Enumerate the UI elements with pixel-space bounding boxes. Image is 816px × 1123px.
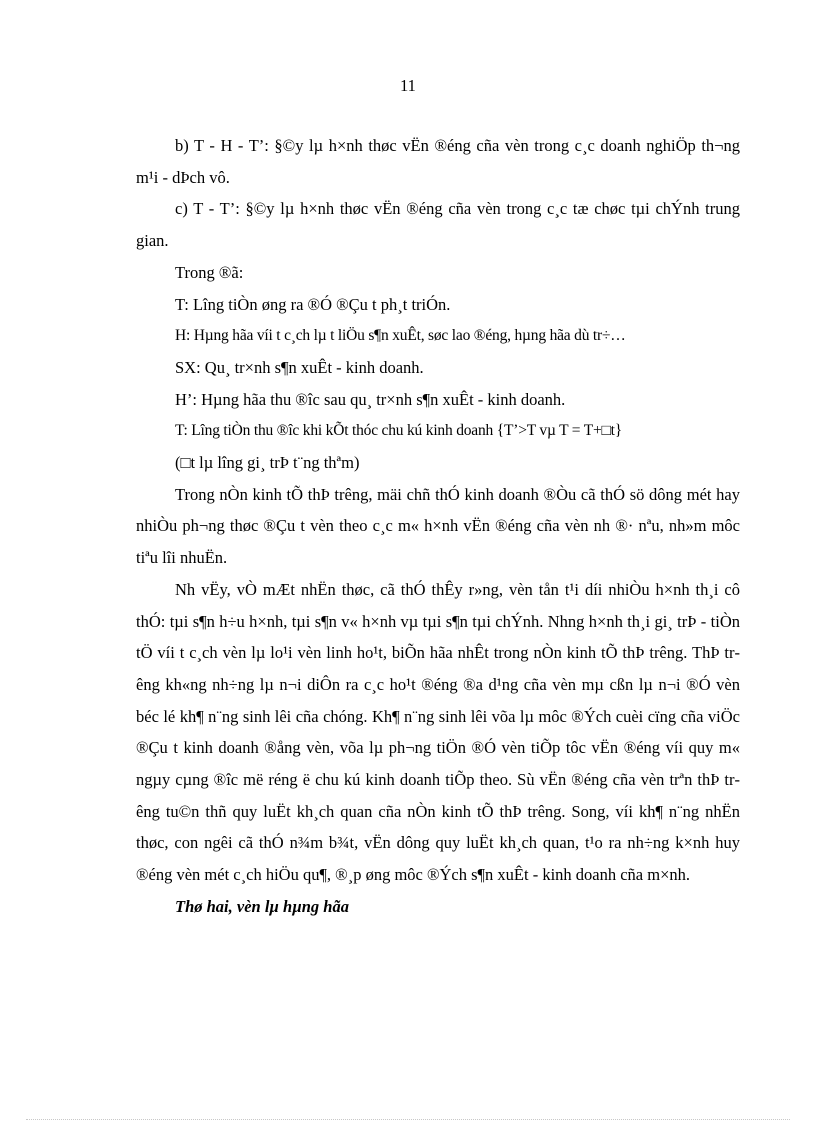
paragraph-tht-model: b) T - H - T’: §©y lµ h×nh thøc vËn ®éng cña vèn trong c¸c doanh nghiÖp th¬ng m¹i - dÞch vô. bbox=[136, 136, 740, 187]
body-text bbox=[136, 130, 740, 923]
section-heading-second: Thø hai, vèn lµ hµng hãa bbox=[175, 896, 349, 916]
paragraph-market-economy: Trong nÒn kinh tÕ thÞ trêng, mäi chñ thÓ kinh doanh ®Òu cã thÓ sö dông mét hay nhiÒu ph¬ng thøc ®Çu t vèn theo c¸c m« h×nh vËn ®éng cña vèn nh ®· nªu, nh»m môc tiªu lîi nhuËn. bbox=[136, 484, 740, 568]
paragraph-tt-model: c) T - T’: §©y lµ h×nh thøc vËn ®éng cña vèn trong c¸c tæ chøc tµi chÝnh trung gian. bbox=[136, 199, 740, 251]
definition-delta-t: (□t lµ lîng gi¸ trÞ t¨ng thªm) bbox=[175, 453, 360, 473]
paragraph-where: Trong ®ã: bbox=[175, 262, 244, 282]
definition-sx: SX: Qu¸ tr×nh s¶n xuÊt - kinh doanh. bbox=[175, 357, 424, 377]
page-bottom-rule bbox=[26, 1119, 790, 1120]
definition-h: H: Hµng hãa víi t c¸ch lµ t liÖu s¶n xuÊt, søc lao ®éng, hµng hãa dù tr÷… bbox=[175, 327, 626, 345]
definition-h-prime: H’: Hµng hãa thu ®îc sau qu¸ tr×nh s¶n xuÊt - kinh doanh. bbox=[175, 389, 566, 409]
paragraph-capital-forms: Nh vËy, vÒ mÆt nhËn thøc, cã thÓ thÊy r»ng, vèn tån t¹i díi nhiÒu h×nh th¸i cô thÓ: tµi s¶n h÷u h×nh, tµi s¶n v« h×nh vµ tµi s¶n tµi chÝnh. Nhng h×nh th¸i gi¸ trÞ - tiÒn tÖ víi t c¸ch vèn lµ lo¹i vèn linh ho¹t, biÕn hãa nhÊt trong nÒn kinh tÕ thÞ trêng. ThÞ trêng kh«ng nh÷ng lµ n¬i diÔn ra c¸c ho¹t ®éng ®a d¹ng cña vèn mµ cßn lµ n¬i ®Ó vèn béc lé kh¶ n¨ng sinh lêi cña chóng. Kh¶ n¨ng sinh lêi võa lµ môc ®Ých cuèi cïng cña viÖc ®Çu t kinh doanh ®ång vèn, võa lµ ph¬ng tiÖn ®Ó vèn tiÕp tôc vËn ®éng víi quy m« ngµy cµng ®îc më réng ë chu kú kinh doanh tiÕp theo. Sù vËn ®éng cña vèn trªn thÞ trêng tu©n thñ quy luËt kh¸ch quan cña nÒn kinh tÕ thÞ trêng. Song, víi kh¶ n¨ng nhËn thøc, con ngêi cã thÓ n¾m b¾t, vËn dông quy luËt kh¸ch quan, t¹o ra nh÷ng k×nh huy ®éng vèn mét c¸ch hiÖu qu¶, ®¸p øng môc ®Ých s¶n xuÊt - kinh doanh cña m×nh. bbox=[136, 579, 740, 885]
definition-t-prime: T: Lîng tiÒn thu ®îc khi kÕt thóc chu kú kinh doanh {T’>T vµ T = T+□t} bbox=[175, 422, 623, 440]
page-number: 11 bbox=[400, 76, 416, 95]
definition-t: T: Lîng tiÒn øng ra ®Ó ®Çu t ph¸t triÓn. bbox=[175, 294, 451, 314]
